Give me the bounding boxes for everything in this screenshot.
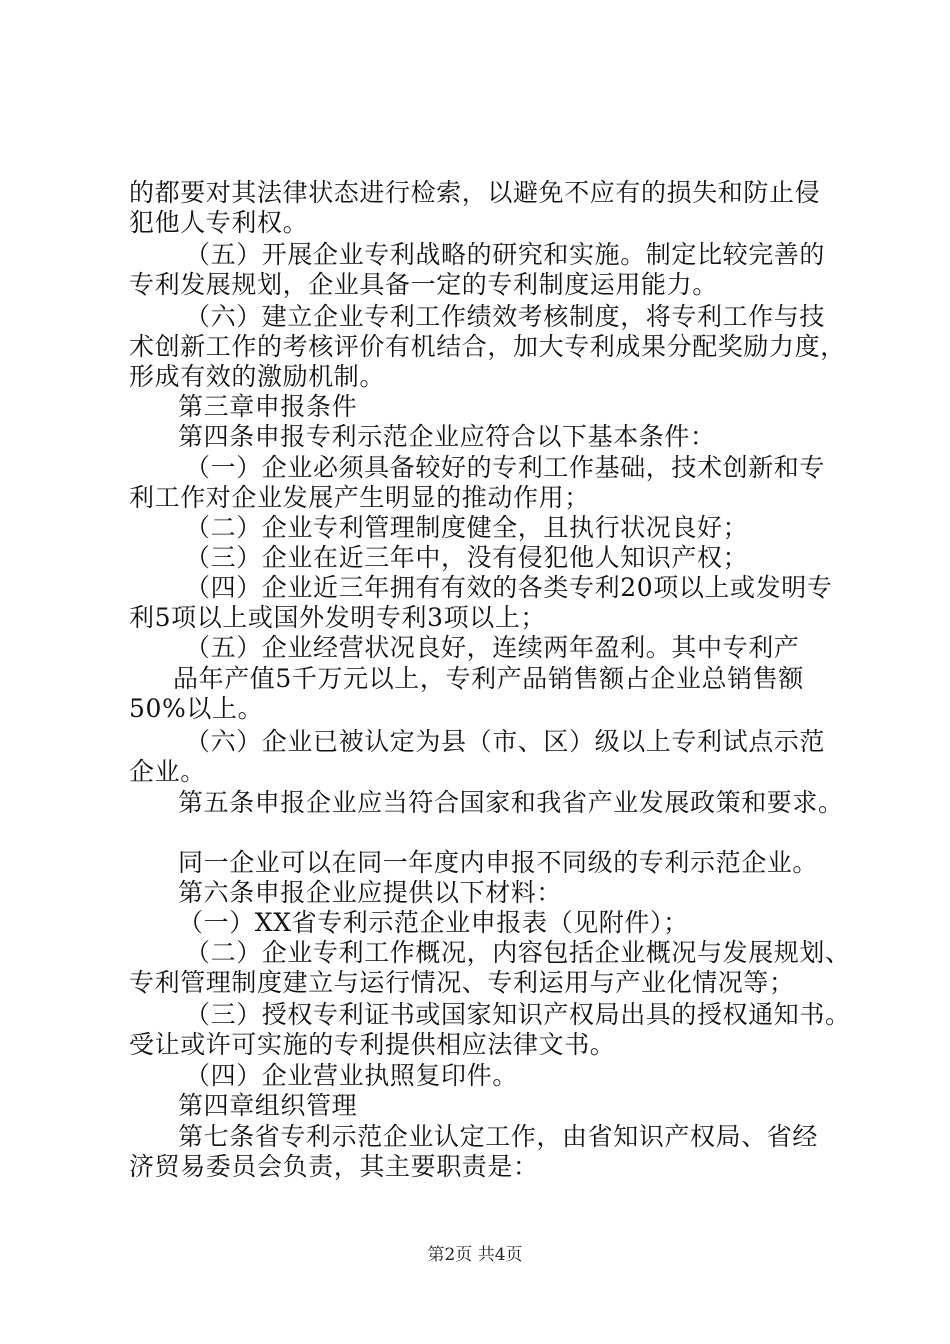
text-line: （三）企业在近三年中，没有侵犯他人知识产权； bbox=[185, 543, 749, 572]
text-line: 犯他人专利权。 bbox=[129, 208, 309, 237]
text-line: （六）企业已被认定为县（市、区）级以上专利试点示范 bbox=[185, 727, 826, 756]
text-line: （三）授权专利证书或国家知识产权局出具的授权通知书。 bbox=[185, 1000, 851, 1029]
text-line: （五）开展企业专利战略的研究和实施。制定比较完善的 bbox=[185, 240, 826, 269]
text-line: （一）企业必须具备较好的专利工作基础，技术创新和专 bbox=[185, 453, 826, 482]
chapter-heading: 第三章申报条件 bbox=[178, 392, 358, 421]
text-line: （六）建立企业专利工作绩效考核制度，将专利工作与技 bbox=[185, 302, 826, 331]
text-line: 第六条申报企业应提供以下材料： bbox=[178, 878, 563, 907]
text-line: 第四条申报专利示范企业应符合以下基本条件： bbox=[178, 422, 716, 451]
text-line: 的都要对其法律状态进行检索，以避免不应有的损失和防止侵 bbox=[129, 178, 821, 207]
text-line: 受让或许可实施的专利提供相应法律文书。 bbox=[129, 1030, 616, 1059]
text-line: 利工作对企业发展产生明显的推动作用； bbox=[129, 483, 590, 512]
text-line: 术创新工作的考核评价有机结合，加大专利成果分配奖励力度， bbox=[129, 332, 846, 361]
text-line: 济贸易委员会负责，其主要职责是： bbox=[129, 1152, 539, 1181]
text-line: （四）企业近三年拥有有效的各类专利20项以上或发明专 bbox=[185, 573, 833, 602]
text-line: （二）企业专利工作概况，内容包括企业概况与发展规划、 bbox=[185, 938, 851, 967]
chapter-heading: 第四章组织管理 bbox=[178, 1091, 358, 1120]
text-line: 专利发展规划，企业具备一定的专利制度运用能力。 bbox=[129, 270, 718, 299]
text-line: （五）企业经营状况良好，连续两年盈利。其中专利产 bbox=[185, 633, 800, 662]
page-number-footer: 第2页 共4页 bbox=[427, 1245, 523, 1265]
text-line: （四）企业营业执照复印件。 bbox=[185, 1061, 518, 1090]
text-line: 品年产值5千万元以上，专利产品销售额占企业总销售额 bbox=[173, 664, 804, 693]
text-line: 50%以上。 bbox=[129, 694, 264, 723]
text-line: 第五条申报企业应当符合国家和我省产业发展政策和要求。 bbox=[178, 788, 844, 817]
text-line: 形成有效的激励机制。 bbox=[129, 362, 386, 391]
text-line: 第七条省专利示范企业认定工作，由省知识产权局、省经 bbox=[178, 1122, 819, 1151]
text-line: 利5项以上或国外发明专利3项以上； bbox=[129, 603, 547, 632]
text-line: 专利管理制度建立与运行情况、专利运用与产业化情况等； bbox=[129, 968, 795, 997]
text-line: 企业。 bbox=[129, 757, 206, 786]
text-line: （一）XX省专利示范企业申报表（见附件）； bbox=[178, 908, 689, 937]
text-line: 同一企业可以在同一年度内申报不同级的专利示范企业。 bbox=[178, 848, 819, 877]
text-line: （二）企业专利管理制度健全，且执行状况良好； bbox=[185, 513, 749, 542]
